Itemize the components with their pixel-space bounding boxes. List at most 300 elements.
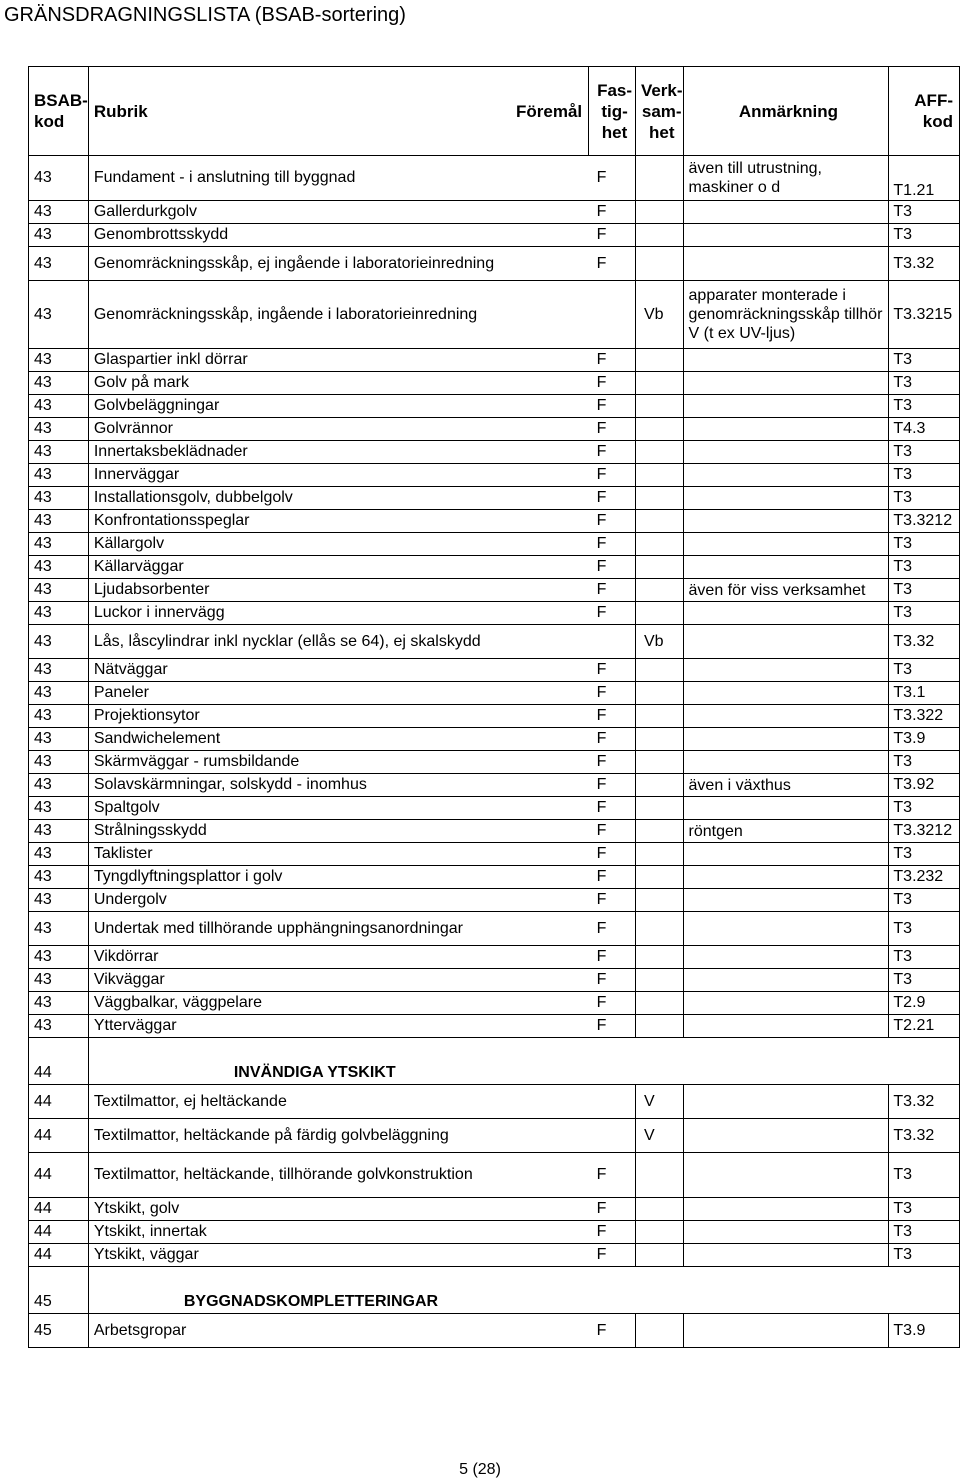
row-anmarkning [683, 659, 889, 682]
gransdragning-table [28, 66, 960, 1348]
row-fastighet: F [589, 156, 636, 201]
row-verksamhet: V [635, 1119, 683, 1153]
row-anmarkning [683, 418, 889, 441]
table-row [29, 1153, 960, 1198]
row-fastighet: F [589, 705, 636, 728]
row-rubrik: Vikdörrar [88, 946, 588, 969]
row-aff-kod: T3 [889, 1153, 960, 1198]
row-kod: 43 [29, 992, 89, 1015]
row-kod: 43 [29, 728, 89, 751]
row-anmarkning [683, 1153, 889, 1198]
row-anmarkning [683, 224, 889, 247]
row-rubrik: Nätväggar [88, 659, 588, 682]
row-anmarkning: även för viss verksamhet [683, 579, 889, 602]
row-aff-kod: T3.32 [889, 247, 960, 281]
row-kod: 43 [29, 866, 89, 889]
row-aff-kod: T2.21 [889, 1015, 960, 1038]
row-rubrik: Konfrontationsspeglar [88, 510, 588, 533]
row-rubrik: Paneler [88, 682, 588, 705]
row-rubrik: Genombrottsskydd [88, 224, 588, 247]
row-aff-kod: T3.9 [889, 1314, 960, 1348]
row-kod: 43 [29, 579, 89, 602]
row-aff-kod: T3 [889, 372, 960, 395]
row-aff-kod: T3 [889, 464, 960, 487]
section-row [29, 1038, 960, 1085]
row-kod: 43 [29, 441, 89, 464]
row-anmarkning [683, 602, 889, 625]
row-rubrik: Ytskikt, golv [88, 1198, 588, 1221]
row-rubrik: Golvrännor [88, 418, 588, 441]
row-rubrik: Projektionsytor [88, 705, 588, 728]
row-aff-kod: T3.32 [889, 1119, 960, 1153]
row-rubrik: Glaspartier inkl dörrar [88, 349, 588, 372]
row-aff-kod: T4.3 [889, 418, 960, 441]
row-fastighet: F [589, 395, 636, 418]
row-verksamhet [635, 441, 683, 464]
row-aff-kod: T3 [889, 969, 960, 992]
row-aff-kod: T3 [889, 556, 960, 579]
row-anmarkning: apparater monterade i genomräckningsskåp tillhör V (t ex UV-ljus) [683, 281, 889, 349]
row-rubrik: Innertaksbeklädnader [88, 441, 588, 464]
row-fastighet: F [589, 843, 636, 866]
row-kod: 43 [29, 797, 89, 820]
table-row [29, 992, 960, 1015]
row-verksamhet [635, 602, 683, 625]
row-rubrik: Solavskärmningar, solskydd - inomhus [88, 774, 588, 797]
row-rubrik: Ljudabsorbenter [88, 579, 588, 602]
row-fastighet: F [589, 510, 636, 533]
row-fastighet: F [589, 969, 636, 992]
table-row [29, 659, 960, 682]
row-fastighet: F [589, 579, 636, 602]
row-verksamhet [635, 912, 683, 946]
row-anmarkning [683, 969, 889, 992]
row-rubrik: Ytterväggar [88, 1015, 588, 1038]
row-rubrik: Ytskikt, väggar [88, 1244, 588, 1267]
row-verksamhet [635, 969, 683, 992]
row-fastighet: F [589, 533, 636, 556]
table-row [29, 912, 960, 946]
row-kod: 45 [29, 1267, 89, 1314]
row-verksamhet: Vb [635, 625, 683, 659]
row-fastighet: F [589, 224, 636, 247]
header-foremal: Föremål [423, 67, 588, 156]
row-verksamhet [635, 797, 683, 820]
row-aff-kod: T3.32 [889, 625, 960, 659]
row-rubrik: Gallerdurkgolv [88, 201, 588, 224]
row-fastighet: F [589, 602, 636, 625]
row-anmarkning [683, 946, 889, 969]
row-verksamhet: V [635, 1085, 683, 1119]
row-verksamhet [635, 349, 683, 372]
row-anmarkning [683, 751, 889, 774]
row-fastighet: F [589, 889, 636, 912]
table-row [29, 625, 960, 659]
table-row [29, 372, 960, 395]
row-fastighet: F [589, 201, 636, 224]
row-aff-kod: T3.3212 [889, 820, 960, 843]
row-rubrik: Spaltgolv [88, 797, 588, 820]
row-verksamhet [635, 1314, 683, 1348]
row-aff-kod: T3.3212 [889, 510, 960, 533]
row-anmarkning [683, 247, 889, 281]
header-aff: AFF-kod [889, 67, 960, 156]
row-fastighet: F [589, 1244, 636, 1267]
row-fastighet: F [589, 1153, 636, 1198]
table-row [29, 1085, 960, 1119]
row-aff-kod: T3 [889, 349, 960, 372]
table-row [29, 682, 960, 705]
row-kod: 43 [29, 201, 89, 224]
row-kod: 44 [29, 1221, 89, 1244]
row-aff-kod: T3.32 [889, 1085, 960, 1119]
row-aff-kod: T3.3215 [889, 281, 960, 349]
row-verksamhet [635, 247, 683, 281]
row-kod: 43 [29, 682, 89, 705]
table-row [29, 247, 960, 281]
row-aff-kod: T3.9 [889, 728, 960, 751]
table-row [29, 889, 960, 912]
row-rubrik: Skärmväggar - rumsbildande [88, 751, 588, 774]
row-anmarkning: röntgen [683, 820, 889, 843]
table-row [29, 418, 960, 441]
row-anmarkning [683, 843, 889, 866]
row-fastighet: F [589, 797, 636, 820]
section-title: INVÄNDIGA YTSKIKT [88, 1038, 959, 1085]
row-anmarkning [683, 533, 889, 556]
row-rubrik: Ytskikt, innertak [88, 1221, 588, 1244]
row-fastighet: F [589, 372, 636, 395]
row-verksamhet [635, 372, 683, 395]
row-rubrik: Arbetsgropar [88, 1314, 588, 1348]
row-rubrik: Lås, låscylindrar inkl nycklar (ellås se 64), ej skalskydd [88, 625, 588, 659]
row-rubrik: Taklister [88, 843, 588, 866]
row-verksamhet [635, 1244, 683, 1267]
row-aff-kod: T3 [889, 751, 960, 774]
row-fastighet: F [589, 349, 636, 372]
row-aff-kod: T3 [889, 602, 960, 625]
row-kod: 44 [29, 1244, 89, 1267]
page-number: 5 (28) [459, 1461, 501, 1478]
row-verksamhet [635, 843, 683, 866]
row-rubrik: Genomräckningsskåp, ej ingående i laboratorieinredning [88, 247, 588, 281]
header-row [29, 67, 960, 156]
row-aff-kod: T3 [889, 487, 960, 510]
row-anmarkning [683, 349, 889, 372]
header-bsab: BSAB-kod [29, 67, 89, 156]
row-rubrik: Golvbeläggningar [88, 395, 588, 418]
table-row [29, 1314, 960, 1348]
table-row [29, 395, 960, 418]
row-kod: 43 [29, 843, 89, 866]
table-row [29, 1244, 960, 1267]
row-fastighet: F [589, 912, 636, 946]
row-kod: 43 [29, 556, 89, 579]
row-rubrik: Väggbalkar, väggpelare [88, 992, 588, 1015]
row-anmarkning [683, 728, 889, 751]
row-kod: 43 [29, 889, 89, 912]
header-rubrik: Rubrik [88, 67, 423, 156]
row-verksamhet [635, 1015, 683, 1038]
row-kod: 43 [29, 247, 89, 281]
row-anmarkning [683, 1198, 889, 1221]
row-kod: 43 [29, 487, 89, 510]
table-row [29, 843, 960, 866]
row-kod: 43 [29, 395, 89, 418]
table-row [29, 533, 960, 556]
row-anmarkning [683, 797, 889, 820]
row-aff-kod: T3 [889, 579, 960, 602]
row-aff-kod: T3 [889, 1198, 960, 1221]
row-anmarkning [683, 487, 889, 510]
row-anmarkning [683, 1314, 889, 1348]
row-rubrik: Textilmattor, ej heltäckande [88, 1085, 588, 1119]
row-fastighet [589, 1119, 636, 1153]
row-fastighet [589, 281, 636, 349]
row-verksamhet [635, 728, 683, 751]
table-row [29, 797, 960, 820]
row-anmarkning: även i växthus [683, 774, 889, 797]
row-verksamhet [635, 992, 683, 1015]
row-verksamhet [635, 705, 683, 728]
row-rubrik: Luckor i innervägg [88, 602, 588, 625]
row-anmarkning [683, 510, 889, 533]
row-fastighet: F [589, 751, 636, 774]
table-row [29, 281, 960, 349]
row-verksamhet [635, 224, 683, 247]
table-row [29, 349, 960, 372]
table-row [29, 201, 960, 224]
row-kod: 44 [29, 1038, 89, 1085]
row-rubrik: Genomräckningsskåp, ingående i laboratorieinredning [88, 281, 588, 349]
row-kod: 43 [29, 281, 89, 349]
row-aff-kod: T3 [889, 1221, 960, 1244]
row-anmarkning: även till utrustning, maskiner o d [683, 156, 889, 201]
row-fastighet: F [589, 866, 636, 889]
row-verksamhet [635, 1221, 683, 1244]
row-aff-kod: T3 [889, 946, 960, 969]
row-aff-kod: T1.21 [889, 156, 960, 201]
row-fastighet: F [589, 1015, 636, 1038]
row-verksamhet [635, 156, 683, 201]
table-row [29, 946, 960, 969]
row-aff-kod: T3 [889, 224, 960, 247]
table-row [29, 1119, 960, 1153]
row-kod: 44 [29, 1153, 89, 1198]
row-verksamhet [635, 774, 683, 797]
row-aff-kod: T3 [889, 395, 960, 418]
row-aff-kod: T3 [889, 659, 960, 682]
table-row [29, 1015, 960, 1038]
row-kod: 43 [29, 820, 89, 843]
table-row [29, 866, 960, 889]
table-row [29, 1221, 960, 1244]
row-fastighet: F [589, 1314, 636, 1348]
row-verksamhet [635, 682, 683, 705]
table-row [29, 579, 960, 602]
row-rubrik: Installationsgolv, dubbelgolv [88, 487, 588, 510]
row-verksamhet [635, 866, 683, 889]
row-anmarkning [683, 1221, 889, 1244]
row-verksamhet [635, 464, 683, 487]
row-anmarkning [683, 441, 889, 464]
row-kod: 43 [29, 659, 89, 682]
row-fastighet: F [589, 464, 636, 487]
row-fastighet: F [589, 441, 636, 464]
row-anmarkning [683, 464, 889, 487]
row-anmarkning [683, 625, 889, 659]
row-kod: 43 [29, 510, 89, 533]
row-kod: 44 [29, 1085, 89, 1119]
row-aff-kod: T3.1 [889, 682, 960, 705]
row-kod: 43 [29, 1015, 89, 1038]
table-row [29, 705, 960, 728]
row-fastighet: F [589, 774, 636, 797]
row-kod: 43 [29, 751, 89, 774]
table-row [29, 510, 960, 533]
row-fastighet: F [589, 728, 636, 751]
row-kod: 43 [29, 464, 89, 487]
row-fastighet: F [589, 1221, 636, 1244]
row-kod: 43 [29, 224, 89, 247]
row-anmarkning [683, 1244, 889, 1267]
row-rubrik: Sandwichelement [88, 728, 588, 751]
row-verksamhet: Vb [635, 281, 683, 349]
row-rubrik: Källargolv [88, 533, 588, 556]
row-rubrik: Strålningsskydd [88, 820, 588, 843]
table-row [29, 464, 960, 487]
row-rubrik: Innerväggar [88, 464, 588, 487]
row-kod: 45 [29, 1314, 89, 1348]
table-row [29, 156, 960, 201]
row-anmarkning [683, 1119, 889, 1153]
row-verksamhet [635, 533, 683, 556]
row-verksamhet [635, 889, 683, 912]
section-row [29, 1267, 960, 1314]
row-aff-kod: T3 [889, 797, 960, 820]
row-fastighet [589, 625, 636, 659]
row-verksamhet [635, 1153, 683, 1198]
row-aff-kod: T3 [889, 889, 960, 912]
row-fastighet: F [589, 247, 636, 281]
row-aff-kod: T3.322 [889, 705, 960, 728]
row-anmarkning [683, 1085, 889, 1119]
table-row [29, 602, 960, 625]
table-row [29, 820, 960, 843]
row-aff-kod: T3 [889, 912, 960, 946]
row-kod: 43 [29, 912, 89, 946]
row-fastighet: F [589, 946, 636, 969]
row-verksamhet [635, 579, 683, 602]
row-verksamhet [635, 201, 683, 224]
row-kod: 44 [29, 1119, 89, 1153]
row-aff-kod: T3 [889, 1244, 960, 1267]
row-aff-kod: T3.232 [889, 866, 960, 889]
row-verksamhet [635, 510, 683, 533]
row-rubrik: Källarväggar [88, 556, 588, 579]
row-rubrik: Textilmattor, heltäckande, tillhörande golvkonstruktion [88, 1153, 588, 1198]
row-rubrik: Undertak med tillhörande upphängningsanordningar [88, 912, 588, 946]
row-aff-kod: T3 [889, 533, 960, 556]
row-anmarkning [683, 682, 889, 705]
row-fastighet: F [589, 1198, 636, 1221]
row-anmarkning [683, 705, 889, 728]
page-title: GRÄNSDRAGNINGSLISTA (BSAB-sortering) [4, 4, 406, 26]
row-anmarkning [683, 912, 889, 946]
row-fastighet: F [589, 418, 636, 441]
row-kod: 43 [29, 156, 89, 201]
row-fastighet: F [589, 487, 636, 510]
row-verksamhet [635, 395, 683, 418]
table-row [29, 224, 960, 247]
row-rubrik: Vikväggar [88, 969, 588, 992]
row-anmarkning [683, 889, 889, 912]
row-anmarkning [683, 866, 889, 889]
row-fastighet: F [589, 992, 636, 1015]
row-rubrik: Tyngdlyftningsplattor i golv [88, 866, 588, 889]
row-aff-kod: T2.9 [889, 992, 960, 1015]
row-fastighet: F [589, 820, 636, 843]
row-anmarkning [683, 201, 889, 224]
row-anmarkning [683, 556, 889, 579]
row-verksamhet [635, 1198, 683, 1221]
row-verksamhet [635, 418, 683, 441]
row-anmarkning [683, 992, 889, 1015]
header-anmarkning: Anmärkning [683, 67, 889, 156]
row-kod: 43 [29, 602, 89, 625]
row-anmarkning [683, 1015, 889, 1038]
row-verksamhet [635, 820, 683, 843]
row-kod: 43 [29, 705, 89, 728]
row-verksamhet [635, 751, 683, 774]
row-verksamhet [635, 946, 683, 969]
row-kod: 43 [29, 774, 89, 797]
table-row [29, 556, 960, 579]
row-kod: 43 [29, 372, 89, 395]
row-verksamhet [635, 556, 683, 579]
header-fastighet: Fas-tig-het [589, 67, 636, 156]
row-kod: 43 [29, 418, 89, 441]
row-verksamhet [635, 659, 683, 682]
table-row [29, 774, 960, 797]
row-kod: 43 [29, 625, 89, 659]
table-row [29, 751, 960, 774]
header-verksamhet: Verk-sam-het [635, 67, 683, 156]
row-verksamhet [635, 487, 683, 510]
table-row [29, 487, 960, 510]
table-row [29, 441, 960, 464]
row-rubrik: Undergolv [88, 889, 588, 912]
table-row [29, 728, 960, 751]
row-kod: 44 [29, 1198, 89, 1221]
row-fastighet: F [589, 682, 636, 705]
row-fastighet: F [589, 556, 636, 579]
row-rubrik: Textilmattor, heltäckande på färdig golvbeläggning [88, 1119, 588, 1153]
row-kod: 43 [29, 533, 89, 556]
row-aff-kod: T3 [889, 441, 960, 464]
row-fastighet [589, 1085, 636, 1119]
row-kod: 43 [29, 969, 89, 992]
row-aff-kod: T3.92 [889, 774, 960, 797]
row-fastighet: F [589, 659, 636, 682]
row-anmarkning [683, 395, 889, 418]
row-rubrik: Fundament - i anslutning till byggnad [88, 156, 588, 201]
row-aff-kod: T3 [889, 201, 960, 224]
row-rubrik: Golv på mark [88, 372, 588, 395]
row-kod: 43 [29, 946, 89, 969]
table-row [29, 969, 960, 992]
row-anmarkning [683, 372, 889, 395]
